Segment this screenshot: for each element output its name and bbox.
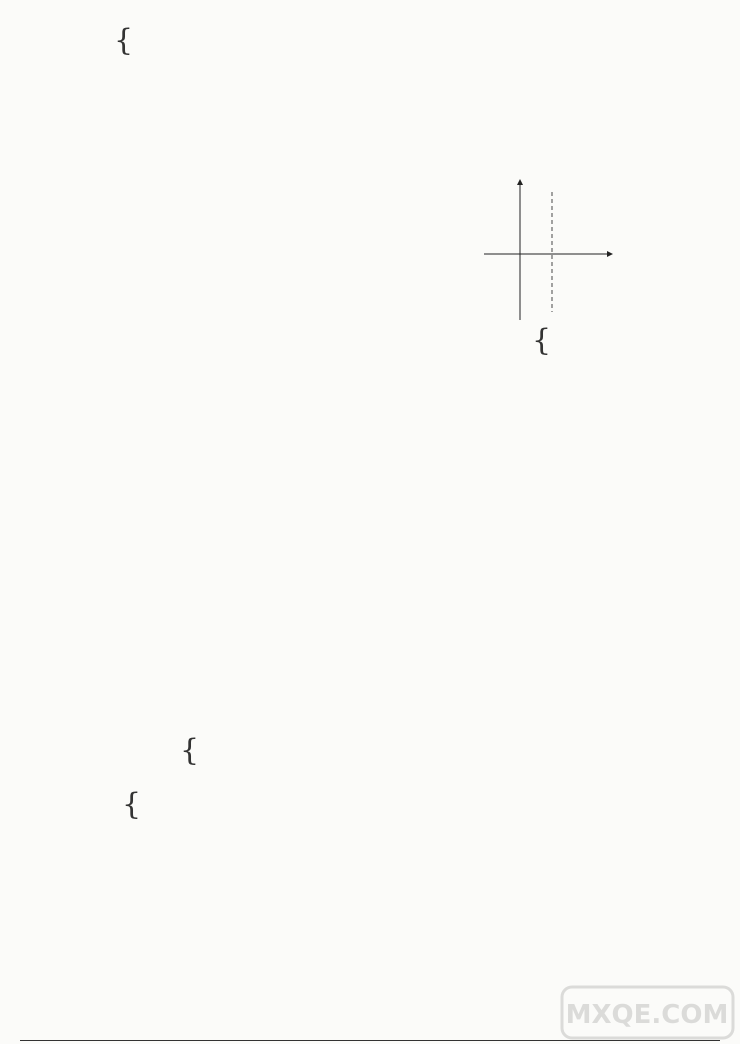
watermark-logo [560, 985, 735, 1040]
brace: { [122, 787, 142, 822]
brace: { [114, 23, 134, 58]
brace: { [532, 323, 552, 358]
svg-text:MXQE.COM: MXQE.COM [565, 1000, 729, 1030]
bottom-rule [20, 1040, 720, 1041]
brace: { [180, 733, 200, 768]
parabola-graph [484, 172, 624, 322]
